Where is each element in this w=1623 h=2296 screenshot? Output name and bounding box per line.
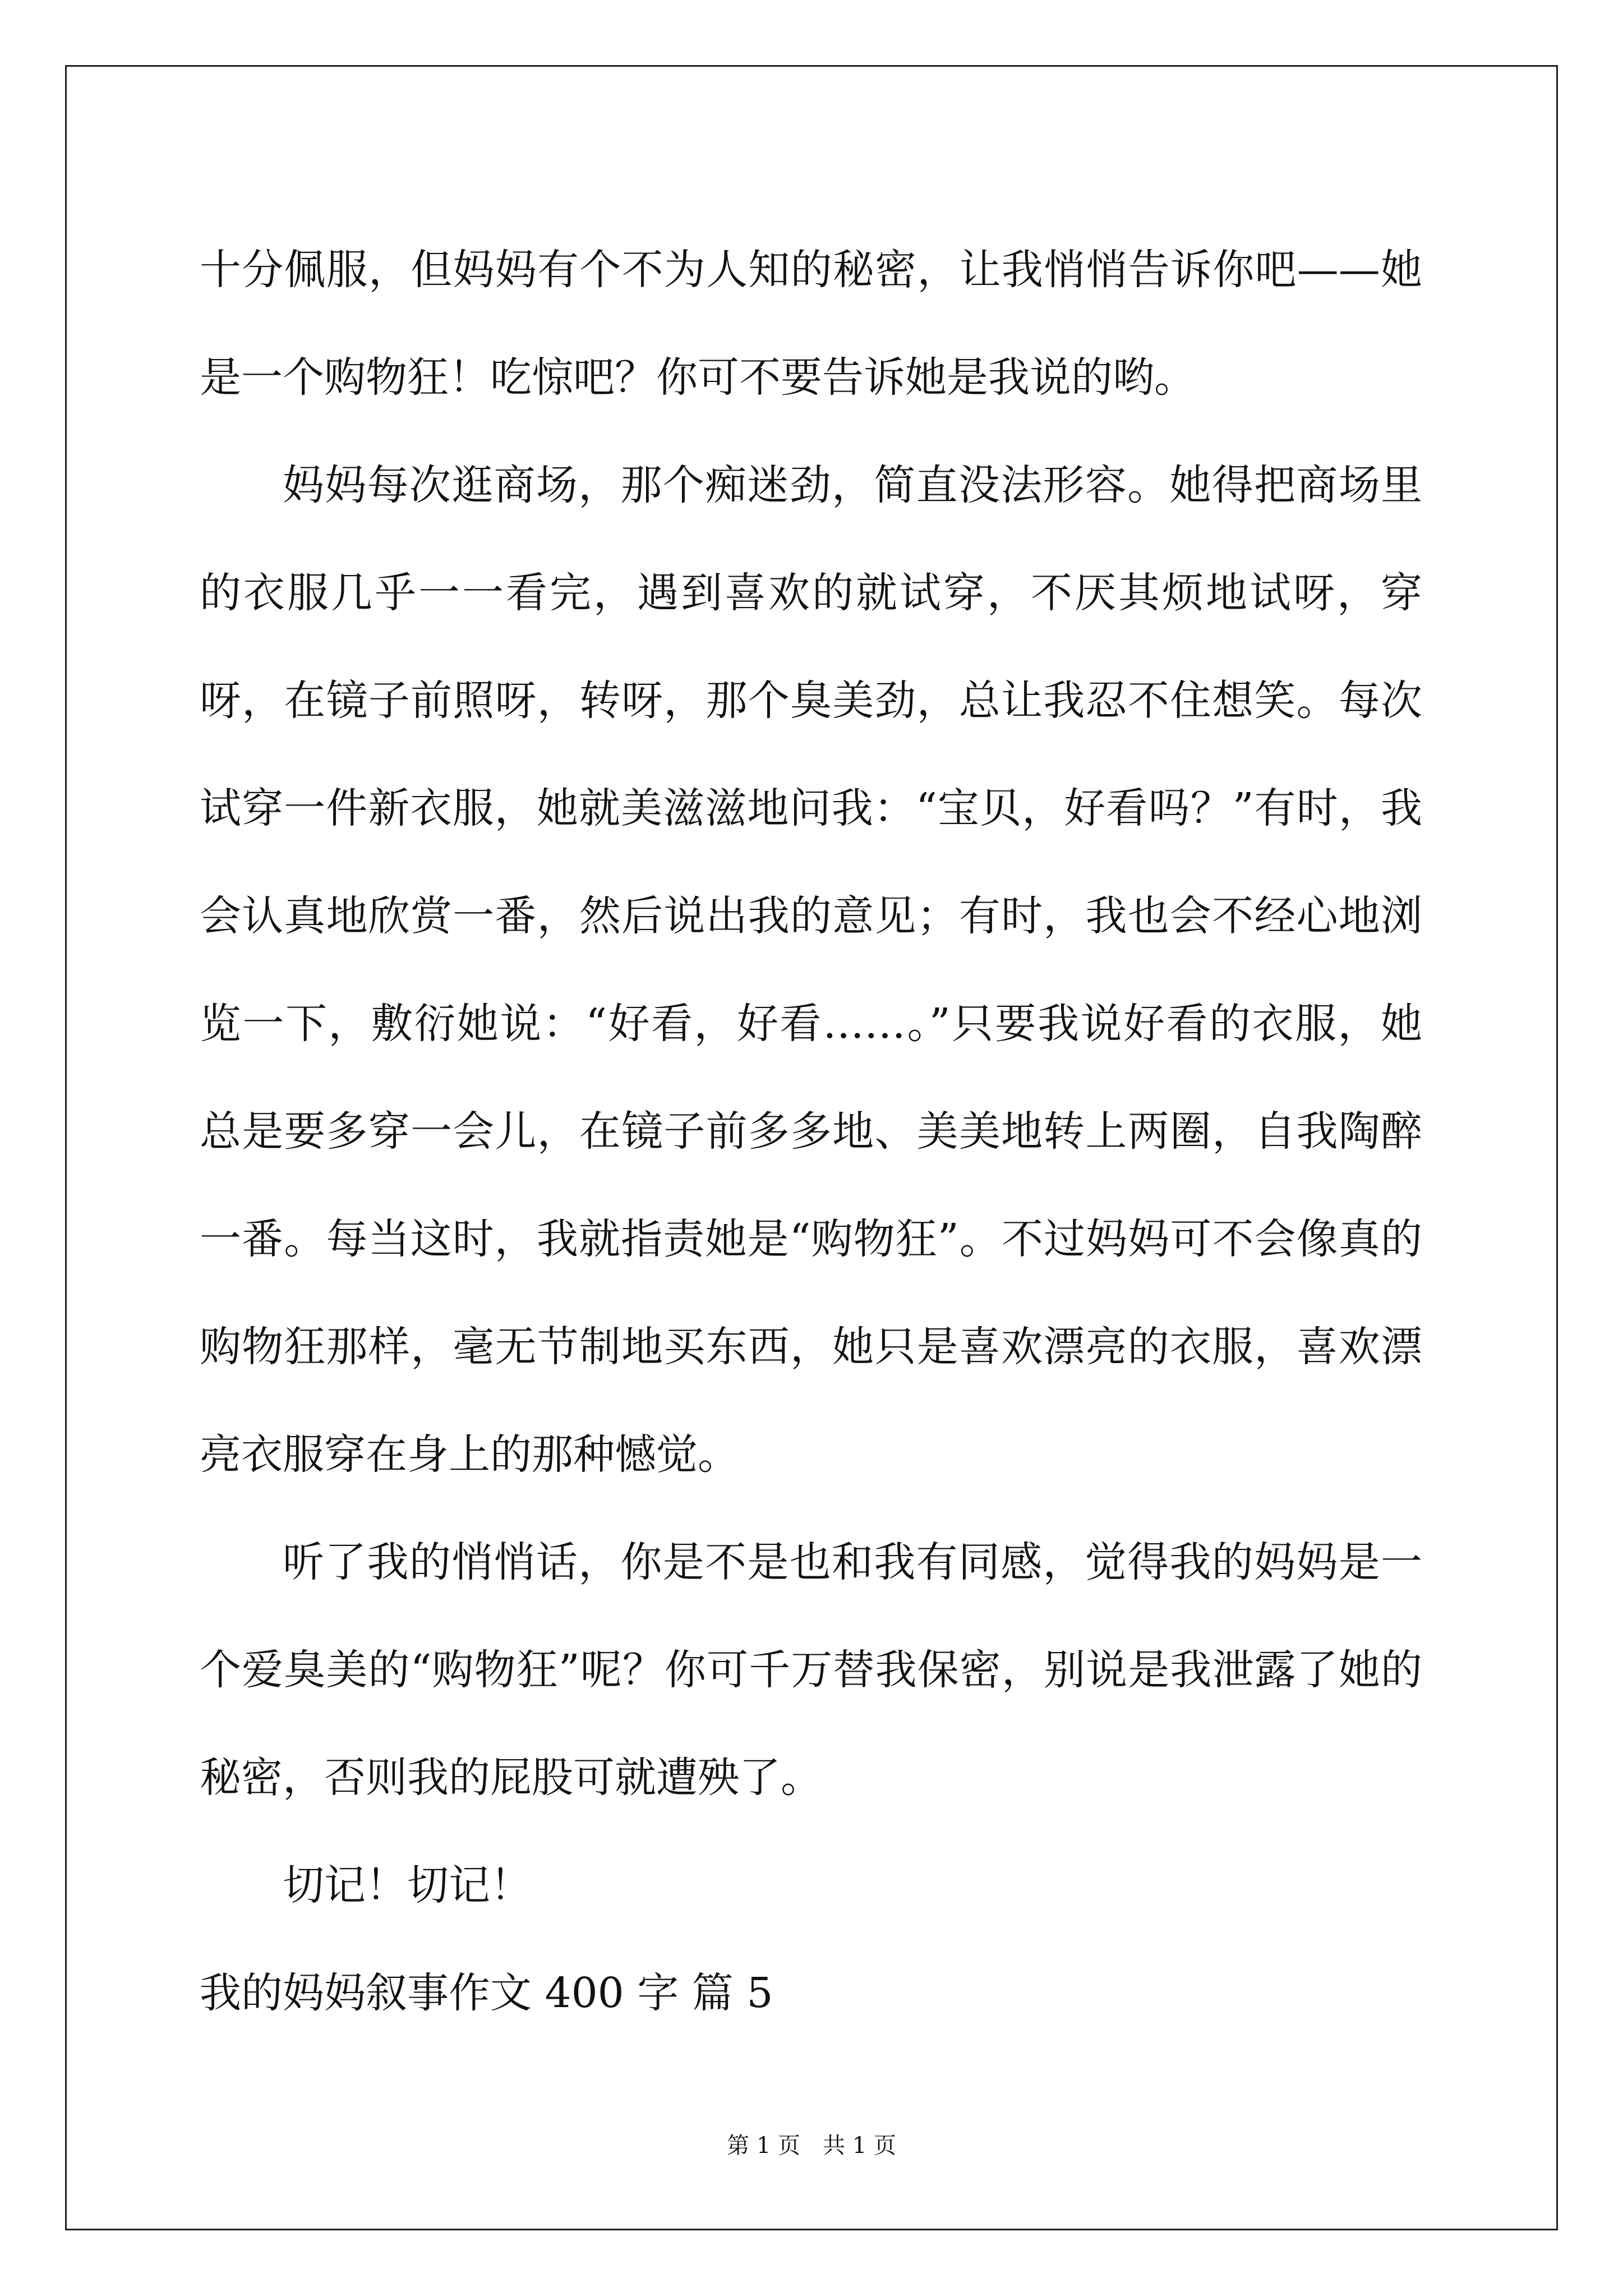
page-number: 第 1 页: [727, 2133, 800, 2159]
paragraph-1: 十分佩服，但妈妈有个不为人知的秘密，让我悄悄告诉你吧——她是一个购物狂！吃惊吧？你可不要告诉她是我说的哟。: [200, 246, 1422, 402]
section-heading: 我的妈妈叙事作文 400 字 篇 5: [200, 1969, 773, 2017]
document-body: [200, 216, 1422, 2047]
page-footer: [0, 2129, 1623, 2162]
paragraph-4: 切记！切记！: [283, 1861, 532, 1910]
page-total: 共 1 页: [823, 2133, 896, 2159]
paragraph-2: 妈妈每次逛商场，那个痴迷劲，简直没法形容。她得把商场里的衣服几乎一一看完，遇到喜欢的就试穿，不厌其烦地试呀，穿呀，在镜子前照呀，转呀，那个臭美劲，总让我忍不住想笑。每次试穿一件新衣服，她就美滋滋地问我：“宝贝，好看吗？”有时，我会认真地欣赏一番，然后说出我的意见；有时，我也会不经心地浏览一下，敷衍她说：“好看，好看……。”只要我说好看的衣服，她总是要多穿一会儿，在镜子前多多地、美美地转上两圈，自我陶醉一番。每当这时，我就指责她是“购物狂”。不过妈妈可不会像真的购物狂那样，毫无节制地买东西，她只是喜欢漂亮的衣服，喜欢漂亮衣服穿在身上的那种憾觉。: [200, 461, 1422, 1479]
paragraph-3: 听了我的悄悄话，你是不是也和我有同感，觉得我的妈妈是一个爱臭美的“购物狂”呢？你可千万替我保密，别说是我泄露了她的秘密，否则我的屁股可就遭殃了。: [200, 1538, 1422, 1802]
